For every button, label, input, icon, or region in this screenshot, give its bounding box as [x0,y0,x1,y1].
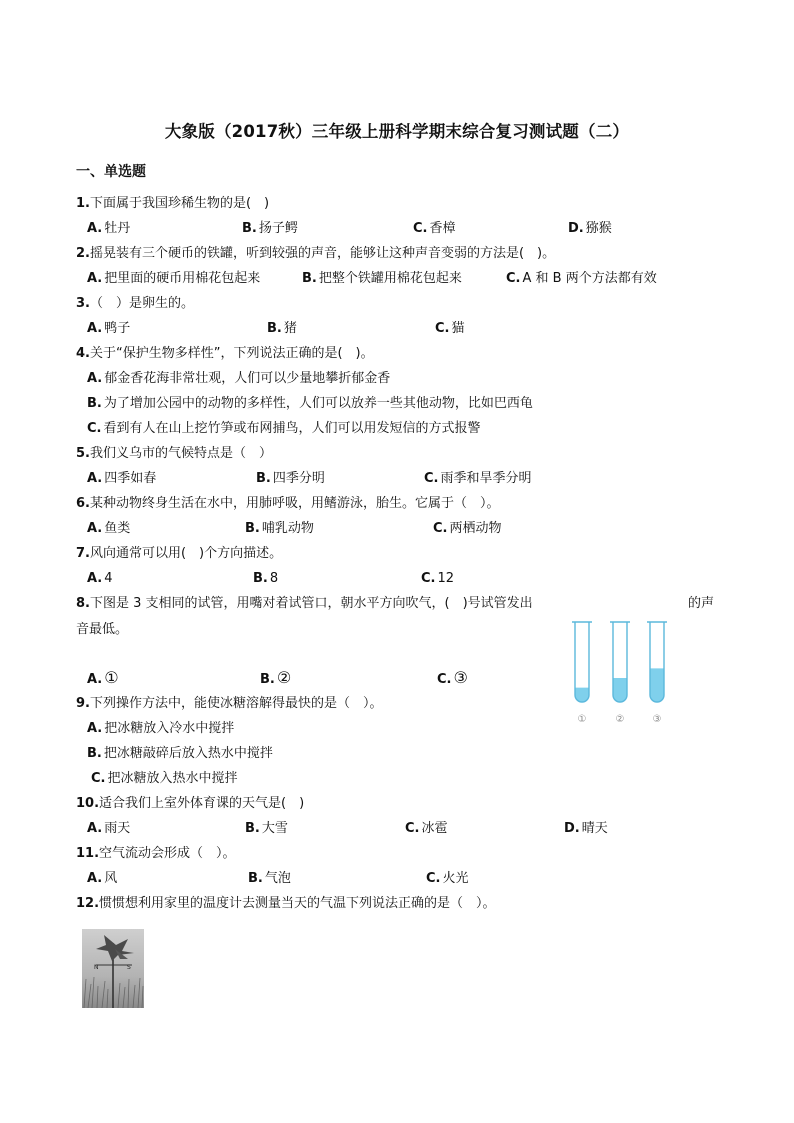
question-number: 6. [76,496,90,511]
option-key: B. [242,221,257,236]
option-key: C. [437,672,452,687]
vane-north-label: N [94,964,99,971]
option-key: B. [253,571,268,586]
option-key: C. [405,821,420,836]
option-text: 四季如春 [104,471,157,486]
option-text: ① [104,668,119,687]
question-text: 某种动物终身生活在水中，用肺呼吸，用鳍游泳，胎生。它属于（ ）。 [89,496,500,511]
tube-label-1: ① [577,714,587,725]
test-tubes-figure [566,618,676,730]
option-key: C. [413,221,428,236]
question-text: 惯惯想利用家里的温度计去测量当天的气温下列说法正确的是（ ）。 [99,896,496,911]
tube-label-3: ③ [652,714,662,725]
question-text: 风向通常可以用( )个方向描述。 [89,546,283,561]
option[interactable] [267,320,297,338]
option-key: A. [87,721,103,736]
question-number: 5. [76,446,90,461]
option-key: B. [260,672,275,687]
question-number: 11. [76,846,100,861]
question-3 [76,295,194,313]
option-text: 郁金香花海非常壮观，人们可以少量地攀折郁金香 [104,371,391,386]
option-text: 哺乳动物 [261,521,314,536]
option-key: A. [87,221,103,236]
option-key: A. [87,871,103,886]
option-key: A. [87,821,103,836]
option-key: B. [302,271,317,286]
option[interactable] [87,270,260,288]
option-key: A. [87,471,103,486]
option[interactable] [564,820,608,838]
option-text: 鸭子 [104,321,131,336]
question-8-tail: 的声 [688,596,715,611]
option-text: 4 [104,571,113,586]
option[interactable] [87,720,234,738]
option-text: 风 [104,871,118,886]
option-key: C. [506,271,521,286]
option-key: B. [256,471,271,486]
option[interactable] [87,870,117,888]
option-key: B. [248,871,263,886]
page-title: 大象版（2017秋）三年级上册科学期末综合复习测试题（二） [164,122,630,141]
option-key: C. [426,871,441,886]
question-5 [76,445,272,463]
option-text: 猕猴 [585,221,612,236]
option-text: 猪 [283,321,297,336]
vane-south-label: S [127,964,131,971]
option-text: 火光 [442,871,469,886]
option-text: 雨季和旱季分明 [440,471,532,486]
option-key: A. [87,271,103,286]
question-6 [76,495,500,513]
option-text: 鱼类 [104,521,131,536]
option[interactable] [87,470,156,488]
option[interactable] [245,520,314,538]
option-key: A. [87,521,103,536]
option[interactable] [433,520,502,538]
question-2 [76,245,555,263]
option-text: 12 [437,571,455,586]
option-key: C. [87,421,102,436]
option[interactable] [421,570,454,588]
option-text: ③ [453,668,468,687]
option[interactable] [253,570,278,588]
option[interactable] [87,745,273,763]
option[interactable] [87,420,481,438]
option-text: 把冰糖敲碎后放入热水中搅拌 [103,746,273,761]
option-key: A. [87,672,103,687]
section-heading: 一、单选题 [76,164,146,180]
question-number: 2. [76,246,90,261]
question-12 [76,895,496,913]
option-key: A. [87,321,103,336]
option[interactable] [256,470,325,488]
option-text: 四季分明 [272,471,325,486]
option[interactable] [435,320,465,338]
question-text: 下图是 3 支相同的试管，用嘴对着试管口，朝水平方向吹气，( )号试管发出 [89,596,533,611]
option[interactable] [245,820,288,838]
option-text: ② [276,668,292,687]
option-text: 冰雹 [421,821,448,836]
option[interactable] [568,220,612,238]
tube-label-2: ② [615,714,625,725]
option-text: 大雪 [261,821,288,836]
question-text: 空气流动会形成（ ）。 [99,846,236,861]
option-text: 把冰糖放入冷水中搅拌 [104,721,235,736]
option-text: 8 [269,571,279,586]
option[interactable] [87,320,130,338]
question-number: 12. [76,896,100,911]
option-key: B. [245,821,260,836]
question-number: 7. [76,546,90,561]
option-key: B. [245,521,260,536]
question-1 [76,195,269,213]
question-number: 4. [76,346,90,361]
option[interactable] [413,220,456,238]
option-text: 扬子鳄 [258,221,298,236]
question-text: 摇晃装有三个硬币的铁罐，听到较强的声音，能够让这种声音变弱的方法是( )。 [89,246,556,261]
question-text: 我们义乌市的气候特点是（ ） [89,446,272,461]
option-text: 把冰糖放入热水中搅拌 [107,771,238,786]
option[interactable] [426,870,469,888]
question-number: 10. [76,796,100,811]
option[interactable] [91,770,238,788]
weather-vane-photo [82,929,144,1008]
question-text: 下面属于我国珍稀生物的是( ) [89,196,270,211]
option-text: 猫 [451,321,465,336]
question-8 [76,595,533,613]
option-key: B. [87,396,102,411]
question-10 [76,795,304,813]
option-key: A. [87,371,103,386]
option-text: 香樟 [429,221,456,236]
option-text: 两栖动物 [449,521,502,536]
tube-water-3 [650,668,664,702]
option-text: A 和 B 两个方法都有效 [522,271,657,286]
option[interactable] [87,570,113,588]
option[interactable] [87,220,130,238]
option-key: C. [435,321,450,336]
option[interactable] [424,470,532,488]
question-number: 8. [76,596,90,611]
option[interactable] [242,220,298,238]
option-text: 晴天 [581,821,608,836]
option[interactable] [506,270,657,288]
question-number: 3. [76,296,90,311]
option[interactable] [437,669,468,689]
tube-water-2 [613,678,627,702]
option-key: A. [87,571,103,586]
question-7 [76,545,282,563]
option[interactable] [87,370,390,388]
question-text: 关于“保护生物多样性”，下列说法正确的是( )。 [89,346,374,361]
option-key: C. [433,521,448,536]
option[interactable] [248,870,291,888]
option-key: B. [267,321,282,336]
option[interactable] [87,395,533,413]
question-number: 1. [76,196,90,211]
option[interactable] [87,669,119,689]
option-text: 把里面的硬币用棉花包起来 [104,271,261,286]
question-8-continuation: 音最低。 [76,622,129,637]
option-text: 看到有人在山上挖竹笋或布网捕鸟，人们可以用发短信的方式报警 [103,421,481,436]
option-text: 气泡 [264,871,291,886]
option-key: C. [424,471,439,486]
option[interactable] [87,520,130,538]
option-key: C. [91,771,106,786]
option[interactable] [87,820,130,838]
question-4 [76,345,374,363]
option[interactable] [302,270,462,288]
question-9 [76,695,383,713]
question-11 [76,845,236,863]
question-number: 9. [76,696,90,711]
option-text: 牡丹 [104,221,131,236]
option-key: C. [421,571,436,586]
option[interactable] [405,820,448,838]
question-text: 下列操作方法中，能使冰糖溶解得最快的是（ ）。 [89,696,383,711]
question-text: （ ）是卵生的。 [89,296,194,311]
option-text: 雨天 [104,821,131,836]
option[interactable] [260,669,291,689]
option-key: D. [564,821,580,836]
option-key: D. [568,221,584,236]
option-text: 把整个铁罐用棉花包起来 [318,271,462,286]
option-key: B. [87,746,102,761]
question-text: 适合我们上室外体育课的天气是( ) [99,796,305,811]
option-text: 为了增加公园中的动物的多样性，人们可以放养一些其他动物，比如巴西龟 [103,396,533,411]
